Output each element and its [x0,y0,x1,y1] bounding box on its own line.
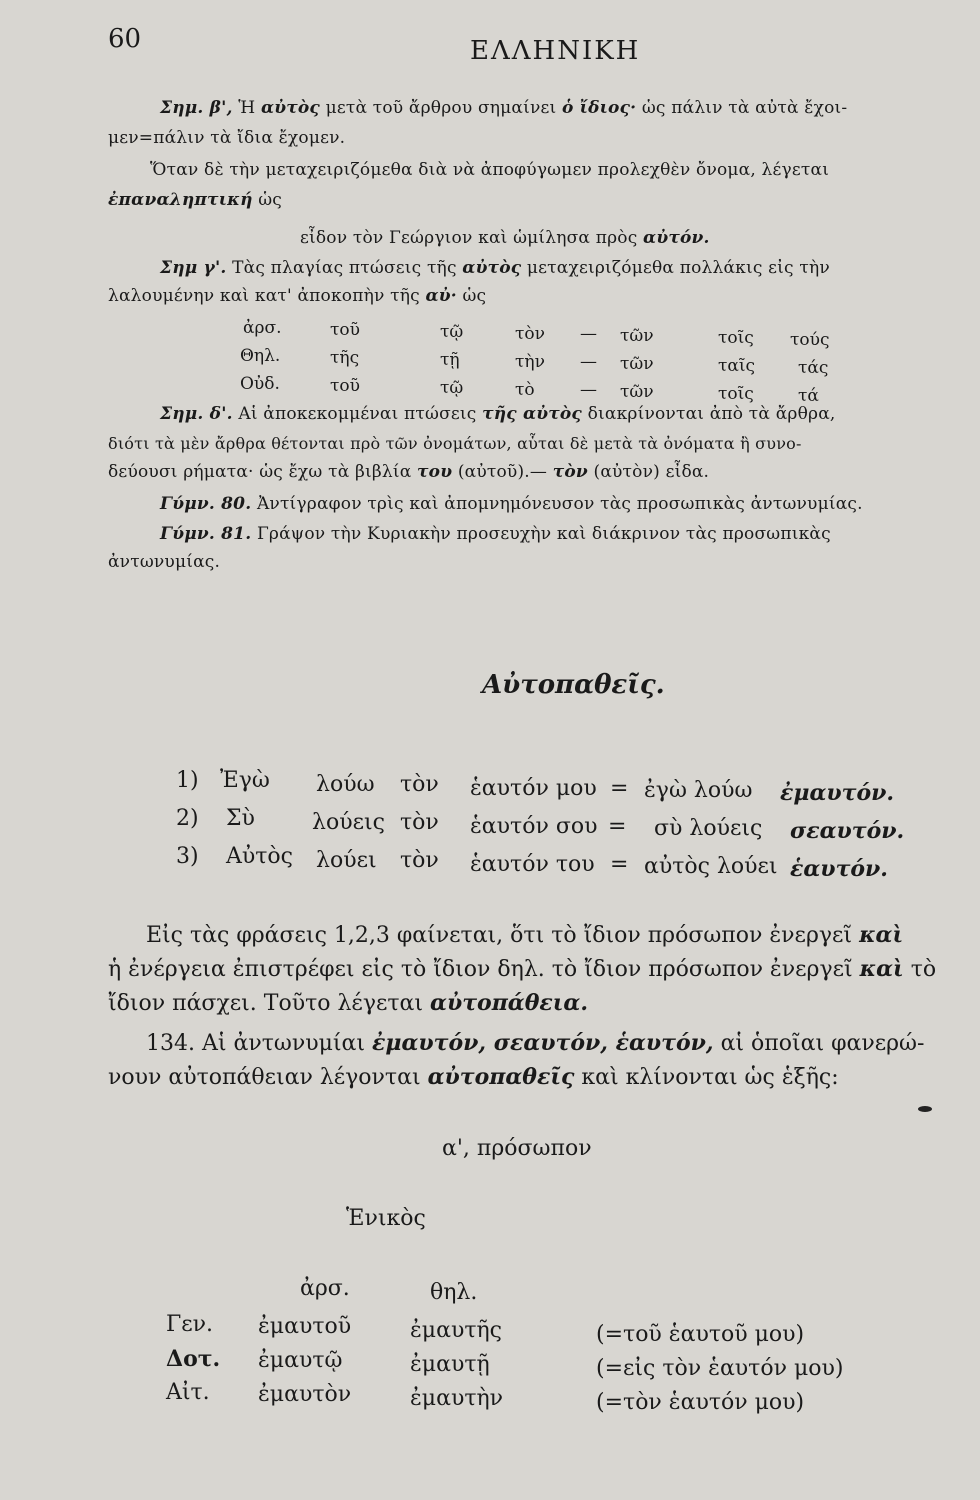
note-d-line-2: διότι τὰ μὲν ἄρθρα θέτονται πρὸ τῶν ὀνομάτων, αὗται δὲ μετὰ τὰ ὀνόματα ἢ συνο- [108,434,802,453]
example-equals: = [610,852,629,877]
gloss: (=τὸν ἑαυτόν μου) [596,1390,805,1415]
note-b-bold-1: αὐτὸς [260,98,320,118]
article-cell: ταῖς [718,356,756,376]
article-cell: τά [798,386,819,406]
exercise-text: Γράψον τὴν Κυριακὴν προσευχὴν καὶ διάκρινον τὰς προσωπικὰς [256,524,831,544]
example-phrase: ἑαυτόν του [470,852,595,877]
paragraph-text: ἴδιον πάσχει. Τοῦτο λέγεται [108,991,424,1016]
note-b-text-1: Ἡ [238,98,256,118]
paragraph-bold: καὶ [859,956,904,982]
note-b-bold-2: ὁ ἴδιος· [562,98,637,118]
section-134-bold: αὐτοπαθεῖς [427,1064,575,1090]
article-cell: τὸ [515,380,535,400]
article-cell: τῶν [620,326,654,346]
section-title: Αὐτοπαθεῖς. [482,670,665,700]
note-c-line-2 [108,286,486,306]
example-number: 2) [176,806,199,831]
paragraph-line-3 [108,990,588,1016]
note-b-label: Σημ. β', [160,98,233,118]
note-d-text-2: διακρίνονται ἀπὸ τὰ ἄρθρα, [587,404,836,424]
section-134-text: νουν αὐτοπάθειαν λέγονται [108,1065,421,1090]
example-number: 3) [176,844,199,869]
column-header-masc: ἀρσ. [300,1276,350,1301]
note-b-text-3: ὡς πάλιν τὰ αὐτὰ ἔχοι- [641,98,848,118]
person-heading: α', πρόσωπον [442,1136,592,1161]
masc-form: ἐμαυτῷ [258,1348,343,1373]
example-short: αὐτὸς λούει [644,854,778,879]
exercise-81-continuation: ἀντωνυμίας. [108,552,221,572]
example-reflexive: ἐμαυτόν. [780,780,895,806]
article-row-label: Θηλ. [240,346,281,366]
note-d-line-3-b: του [417,462,453,482]
note-b-text-2: μετὰ τοῦ ἄρθρου σημαίνει [325,98,557,118]
case-label: Δοτ. [166,1346,221,1372]
gloss: (=τοῦ ἑαυτοῦ μου) [596,1322,805,1347]
paragraph-text: Εἰς τὰς φράσεις 1,2,3 φαίνεται, ὅτι τὸ ἴδιον πρόσωπον ἐνεργεῖ [146,923,853,948]
note-d-bold-1: τῆς αὐτὸς [482,404,582,424]
exercise-label: Γύμν. 81. [160,524,252,544]
article-cell: τοῖς [718,384,754,404]
example-phrase: ἑαυτόν μου [470,776,597,801]
article-cell: τὸν [515,324,545,344]
section-134-line-2 [108,1064,839,1090]
example-article: τὸν [400,772,439,797]
note-c-line-2-bold: αὐ· [425,286,457,306]
example-verb: λούω [316,772,375,797]
article-cell: τάς [798,358,829,378]
fem-form: ἐμαυτὴν [410,1386,504,1411]
note-b-line-4 [108,190,282,210]
example-short: σὺ λούεις [654,816,763,841]
article-cell: τῷ [440,378,464,398]
section-134-text: Αἱ ἀντωνυμίαι [201,1031,365,1056]
note-b-example-text: εἶδον τὸν Γεώργιον καὶ ὡμίλησα πρὸς [300,228,638,248]
case-label: Αἰτ. [166,1380,210,1405]
example-subject: Σὺ [226,806,255,831]
example-subject: Αὐτὸς [226,844,293,869]
note-c-bold-1: αὐτὸς [462,258,522,278]
section-134-line-1 [146,1030,924,1056]
gloss: (=εἰς τὸν ἑαυτόν μου) [596,1356,844,1381]
note-b-line-4-rest: ὡς [258,190,283,210]
article-cell: τῷ [440,322,464,342]
example-verb: λούεις [312,810,385,835]
example-article: τὸν [400,810,439,835]
example-subject: Ἐγὼ [220,768,270,793]
paragraph-line-2 [108,956,936,982]
note-c-line-2-text: λαλουμένην καὶ κατ' ἀποκοπὴν τῆς [108,286,420,306]
paragraph-bold: καὶ [859,922,904,948]
article-cell: τοῦ [330,376,360,396]
masc-form: ἐμαυτὸν [258,1382,352,1407]
example-equals: = [608,814,627,839]
running-head: ΕΛΛΗΝΙΚΗ [470,36,641,66]
example-equals: = [610,776,629,801]
example-phrase: ἑαυτόν σου [470,814,598,839]
masc-form: ἐμαυτοῦ [258,1314,352,1339]
article-cell: τοῦ [330,320,360,340]
column-header-fem: θηλ. [430,1280,478,1305]
note-b-italic-term: ἐπαναληπτική [108,190,253,210]
exercise-80 [160,494,863,514]
article-cell: τῆς [330,348,360,368]
example-reflexive: ἑαυτόν. [790,856,888,882]
exercise-label: Γύμν. 80. [160,494,252,514]
paragraph-line-1 [146,922,903,948]
section-134-text: καὶ κλίνονται ὡς ἑξῆς: [581,1065,839,1090]
note-d-line-3-a: δεύουσι ρήματα· ὡς ἔχω τὰ βιβλία [108,462,412,482]
case-label: Γεν. [166,1312,214,1337]
article-cell: τὴν [515,352,545,372]
article-cell: τοῖς [718,328,754,348]
article-cell: — [580,324,597,344]
example-short: ἐγὼ λούω [644,778,753,803]
article-cell: τούς [790,330,830,350]
exercise-81 [160,524,831,544]
ink-mark [918,1106,932,1112]
article-cell: — [580,380,597,400]
note-d-line-1 [160,404,835,424]
article-row-label: ἀρσ. [243,318,282,338]
note-d-line-3-e: (αὐτὸν) εἶδα. [593,462,710,482]
note-c-text-2: μεταχειριζόμεθα πολλάκις εἰς τὴν [526,258,830,278]
note-d-line-3 [108,462,709,482]
note-d-label: Σημ. δ'. [160,404,233,424]
paragraph-bold: αὐτοπάθεια. [430,990,589,1016]
article-cell: — [580,352,597,372]
note-b-line-1 [160,98,847,118]
example-number: 1) [176,768,199,793]
example-verb: λούει [316,848,377,873]
note-d-text-1: Αἱ ἀποκεκομμέναι πτώσεις [238,404,477,424]
section-134-bold: ἐμαυτόν, σεαυτόν, ἑαυτόν, [372,1030,714,1056]
note-c-line-2-end: ὡς [462,286,487,306]
page-number: 60 [108,24,142,54]
number-heading: Ἑνικὸς [346,1206,426,1231]
section-134-text: αἱ ὁποῖαι φανερώ- [720,1031,925,1056]
note-c-label: Σημ γ'. [160,258,227,278]
note-c-line-1 [160,258,830,278]
example-reflexive: σεαυτόν. [790,818,905,844]
paragraph-text: τὸ [910,957,937,982]
note-c-text-1: Τὰς πλαγίας πτώσεις τῆς [232,258,457,278]
fem-form: ἐμαυτῇ [410,1352,490,1377]
note-b-line-3: Ὅταν δὲ τὴν μεταχειριζόμεθα διὰ νὰ ἀποφύγωμεν προλεχθὲν ὄνομα, λέγεται [150,160,830,180]
exercise-text: Ἀντίγραφον τρὶς καὶ ἀπομνημόνευσον τὰς προσωπικὰς ἀντωνυμίας. [256,494,863,514]
article-cell: τῇ [440,350,460,370]
note-d-line-3-c: (αὐτοῦ).— [457,462,548,482]
fem-form: ἐμαυτῆς [410,1318,503,1343]
section-number: 134. [146,1031,195,1056]
example-article: τὸν [400,848,439,873]
article-row-label: Οὐδ. [240,374,280,394]
article-cell: τῶν [620,354,654,374]
note-d-line-3-d: τὸν [552,462,588,482]
article-cell: τῶν [620,382,654,402]
note-b-example [300,228,710,248]
paragraph-text: ἡ ἐνέργεια ἐπιστρέφει εἰς τὸ ἴδιον δηλ. τὸ ἴδιον πρόσωπον ἐνεργεῖ [108,957,853,982]
note-b-example-bold: αὐτόν. [643,228,710,248]
note-b-line-2: μεν=πάλιν τὰ ἴδια ἔχομεν. [108,128,346,148]
